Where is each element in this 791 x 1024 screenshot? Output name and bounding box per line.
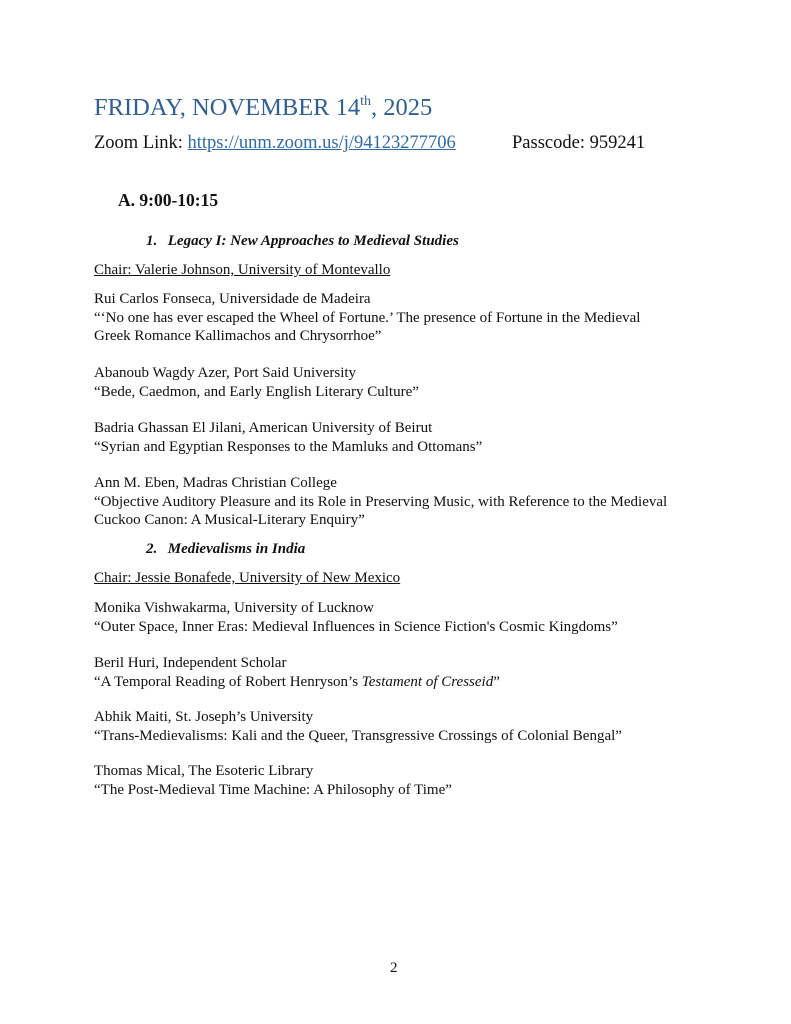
paper-title-line: “Outer Space, Inner Eras: Medieval Influences in Science Fiction's Cosmic Kingdoms”: [94, 618, 618, 635]
panel-title: Legacy I: New Approaches to Medieval Studies: [167, 233, 459, 249]
passcode: Passcode: 959241: [512, 133, 646, 153]
paper-title-suffix: ”: [493, 673, 500, 690]
paper-title-line: “Objective Auditory Pleasure and its Role in Preserving Music, with Reference to the Medieval: [94, 493, 668, 510]
presenter: Abanoub Wagdy Azer, Port Said University: [94, 365, 357, 381]
presenter: Rui Carlos Fonseca, Universidade de Madeira: [94, 291, 371, 307]
panel-heading: [146, 541, 305, 558]
presenter: Thomas Mical, The Esoteric Library: [94, 763, 314, 779]
panel-number: 1.: [146, 233, 158, 249]
paper-title-line: Greek Romance Kallimachos and Chrysorrhoe”: [94, 328, 382, 344]
panel-title: Medievalisms in India: [167, 541, 306, 557]
panel-number: 2.: [146, 541, 158, 557]
paper-entry: [94, 290, 714, 346]
presenter: Beril Huri, Independent Scholar: [94, 655, 287, 671]
paper-title-line: “Trans-Medievalisms: Kali and the Queer, Transgressive Crossings of Colonial Bengal”: [94, 727, 622, 744]
presenter: Ann M. Eben, Madras Christian College: [94, 475, 337, 491]
paper-entry: [94, 708, 714, 745]
paper-entry: [94, 474, 714, 530]
panel-chair: Chair: Valerie Johnson, University of Montevallo: [94, 262, 391, 278]
presenter: Abhik Maiti, St. Joseph’s University: [94, 709, 314, 725]
day-heading: [94, 94, 432, 122]
page-number: 2: [390, 960, 398, 976]
paper-entry: [94, 762, 714, 799]
zoom-link-label: Zoom Link:: [94, 133, 188, 153]
panel-heading: [146, 233, 459, 250]
paper-title-line: “Bede, Caedmon, and Early English Literary Culture”: [94, 383, 419, 400]
paper-title-line: “‘No one has ever escaped the Wheel of Fortune.’ The presence of Fortune in the Medieval: [94, 309, 641, 326]
presenter: Monika Vishwakarma, University of Lucknow: [94, 600, 375, 616]
day-heading-text: FRIDAY, NOVEMBER 14: [94, 94, 361, 121]
paper-title-prefix: “A Temporal Reading of Robert Henryson’s: [94, 673, 362, 690]
paper-title-line: “Syrian and Egyptian Responses to the Mamluks and Ottomans”: [94, 438, 483, 455]
paper-entry: [94, 419, 714, 456]
paper-entry: [94, 364, 714, 401]
zoom-link[interactable]: https://unm.zoom.us/j/94123277706: [187, 133, 456, 153]
day-ordinal-suffix: th: [360, 94, 372, 109]
paper-title-line: “The Post-Medieval Time Machine: A Philosophy of Time”: [94, 781, 452, 798]
paper-title-line: [94, 673, 714, 692]
zoom-link-line: [94, 133, 456, 154]
day-year: , 2025: [371, 94, 433, 121]
paper-entry: [94, 599, 714, 636]
paper-entry: [94, 654, 714, 691]
paper-title-italic: Testament of Cresseid: [361, 673, 494, 690]
session-block-heading: A. 9:00-10:15: [118, 190, 219, 210]
panel-chair: Chair: Jessie Bonafede, University of New Mexico: [94, 570, 401, 586]
presenter: Badria Ghassan El Jilani, American University of Beirut: [94, 420, 433, 436]
paper-title-line: Cuckoo Canon: A Musical-Literary Enquiry”: [94, 512, 365, 528]
